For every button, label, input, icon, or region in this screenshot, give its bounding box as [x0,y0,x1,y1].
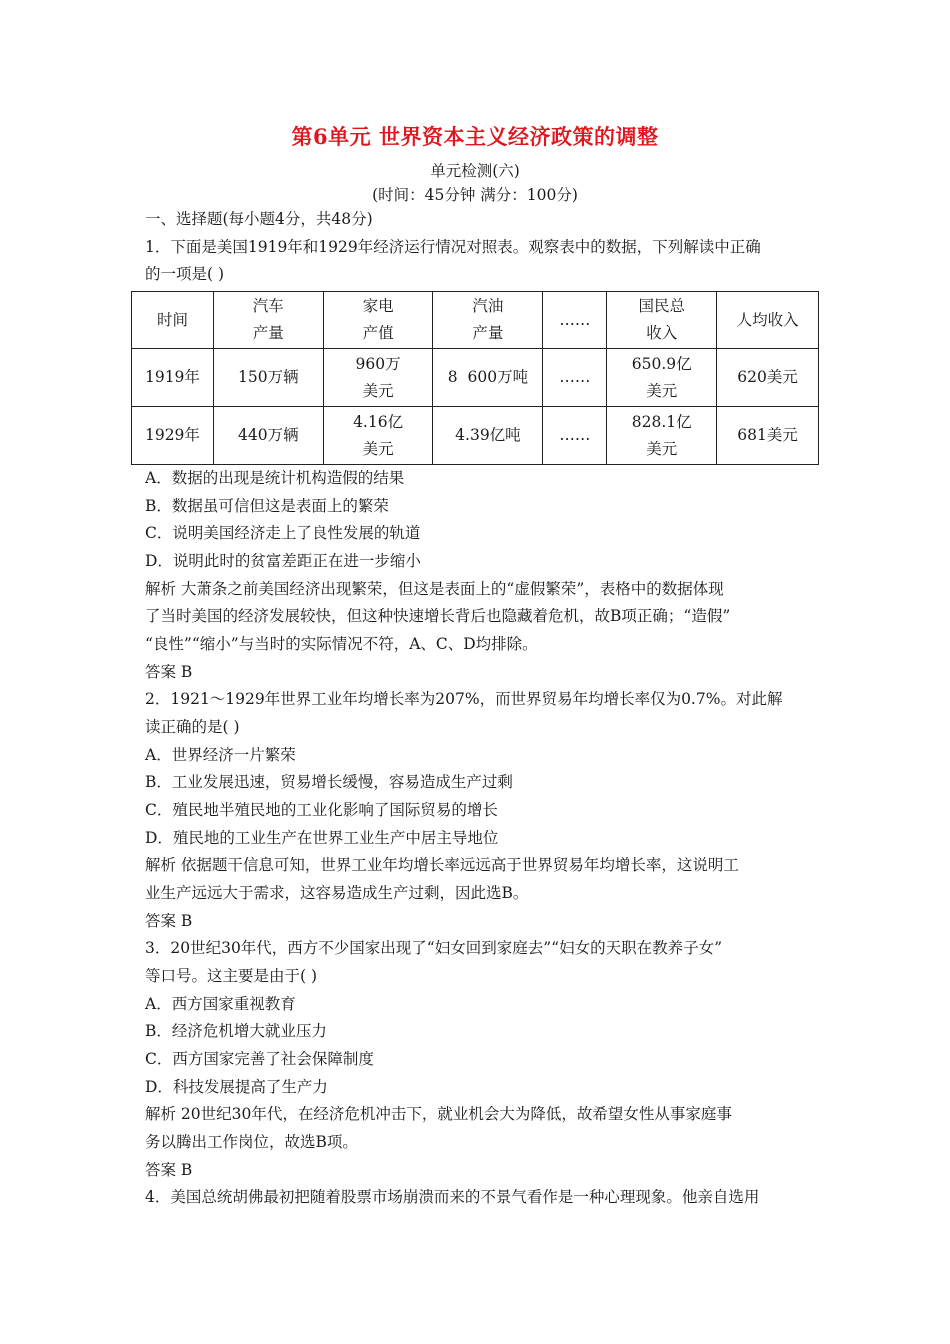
q2-stem-line-2: 读正确的是( ) [145,718,240,736]
table-header-cell: 时间 [132,292,214,349]
table-cell: 4.16亿 美元 [323,407,433,465]
table-header-row [132,292,819,349]
table-cell: 960万 美元 [323,349,433,407]
table-header-cell: 汽油 产量 [433,292,543,349]
page-subtitle: 单元检测(六) [430,162,520,180]
q2-option-a: A．世界经济一片繁荣 [145,746,296,764]
q2-option-d: D．殖民地的工业生产在世界工业生产中居主导地位 [145,829,499,847]
table-header-cell: …… [543,292,607,349]
q3-stem-line-2: 等口号。这主要是由于( ) [145,967,318,985]
q3-analysis-line-1: 解析 20世纪30年代，在经济危机冲击下，就业机会大为降低，故希望女性从事家庭事 [145,1105,732,1123]
table-cell: 620美元 [717,349,819,407]
q1-stem-line-2: 的一项是( ) [145,265,225,283]
q3-option-a: A．西方国家重视教育 [145,995,296,1013]
q2-option-b: B．工业发展迅速，贸易增长缓慢，容易造成生产过剩 [145,773,513,791]
q3-option-b: B．经济危机增大就业压力 [145,1022,327,1040]
q2-answer: 答案 B [145,912,193,930]
q4-stem-line-1: 4．美国总统胡佛最初把随着股票市场崩溃而来的不景气看作是一种心理现象。他亲自选用 [145,1188,760,1206]
q3-stem-line-1: 3．20世纪30年代，西方不少国家出现了“妇女回到家庭去”“妇女的天职在教养子女” [145,939,723,957]
q3-answer: 答案 B [145,1161,193,1179]
table-cell: 828.1亿 美元 [607,407,717,465]
table-cell: 1919年 [132,349,214,407]
table-cell: …… [543,407,607,465]
q1-option-a: A．数据的出现是统计机构造假的结果 [145,469,405,487]
table-cell: 1929年 [132,407,214,465]
table-cell: 150万辆 [213,349,323,407]
table-header-cell: 家电 产值 [323,292,433,349]
q1-analysis-line-1: 解析 大萧条之前美国经济出现繁荣，但这是表面上的“虚假繁荣”，表格中的数据体现 [145,580,724,598]
q2-stem-line-1: 2．1921～1929年世界工业年均增长率为207%，而世界贸易年均增长率仅为0.7%。对此解 [145,690,783,708]
table-cell: 4.39亿吨 [433,407,543,465]
table-cell: 650.9亿 美元 [607,349,717,407]
q1-data-table [131,291,819,465]
section-heading: 一、选择题(每小题4分，共48分) [145,210,373,228]
q3-option-d: D．科技发展提高了生产力 [145,1078,328,1096]
table-header-cell: 汽车 产量 [213,292,323,349]
table-cell: 440万辆 [213,407,323,465]
q1-analysis-line-3: “良性”“缩小”与当时的实际情况不符，A、C、D均排除。 [145,635,538,653]
q1-option-c: C．说明美国经济走上了良性发展的轨道 [145,524,421,542]
q1-analysis-line-2: 了当时美国的经济发展较快，但这种快速增长背后也隐藏着危机，故B项正确；“造假” [145,607,731,625]
table-cell: 8 600万吨 [433,349,543,407]
q3-option-c: C．西方国家完善了社会保障制度 [145,1050,374,1068]
table-cell: 681美元 [717,407,819,465]
q1-stem-line-1: 1．下面是美国1919年和1929年经济运行情况对照表。观察表中的数据，下列解读中正确 [145,238,761,256]
table-row [132,349,819,407]
table-header-cell: 人均收入 [717,292,819,349]
exam-meta: (时间：45分钟 满分：100分) [372,186,578,204]
q2-option-c: C．殖民地半殖民地的工业化影响了国际贸易的增长 [145,801,498,819]
table-header-cell: 国民总 收入 [607,292,717,349]
q1-answer: 答案 B [145,663,193,681]
page-title: 第6单元 世界资本主义经济政策的调整 [291,124,659,149]
q2-analysis-line-1: 解析 依据题干信息可知，世界工业年均增长率远远高于世界贸易年均增长率，这说明工 [145,856,739,874]
q1-option-d: D．说明此时的贫富差距正在进一步缩小 [145,552,421,570]
q1-option-b: B．数据虽可信但这是表面上的繁荣 [145,497,389,515]
q2-analysis-line-2: 业生产远远大于需求，这容易造成生产过剩，因此选B。 [145,884,529,902]
table-row [132,407,819,465]
table-cell: …… [543,349,607,407]
q3-analysis-line-2: 务以腾出工作岗位，故选B项。 [145,1133,358,1151]
